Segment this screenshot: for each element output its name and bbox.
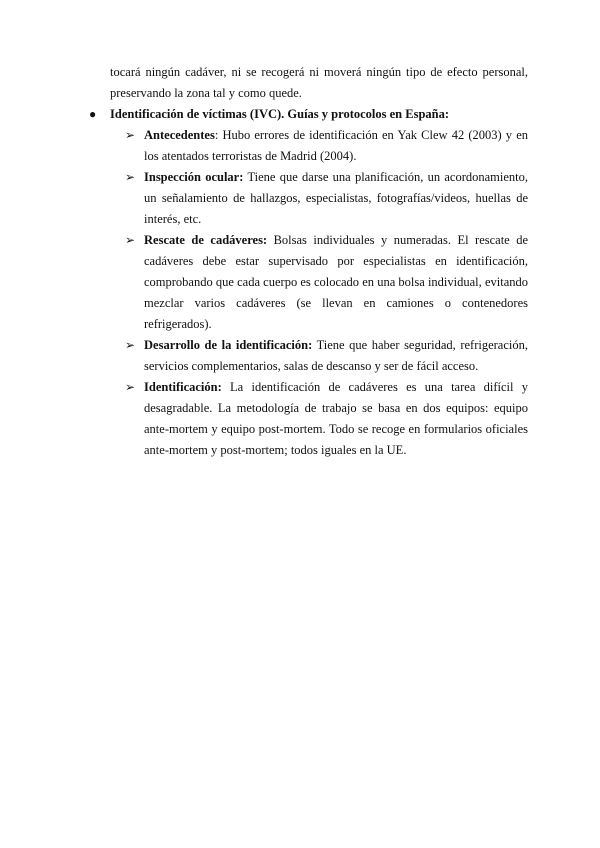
sub-item-text: La identificación de cadáveres es una tarea difícil y desagradable. La metodología de trabajo se basa en dos equipos: equipo ante-mortem y equipo post-mortem. Todo se recoge en formularios oficiales ante-mortem y post-mortem; todos iguales en la UE. — [144, 380, 528, 457]
sub-item-text: Tiene que haber seguridad, refrigeración, servicios complementarios, salas de descanso y ser de fácil acceso. — [144, 338, 529, 373]
sub-item-title: Desarrollo de la identificación: — [144, 338, 313, 352]
sub-list — [110, 125, 528, 461]
sub-item-text: Bolsas individuales y numeradas. El rescate de cadáveres debe estar supervisado por especialistas en identificación, comprobando que cada cuerpo es colocado en una bolsa individual, evitando mezclar varios cadáveres (se llevan en camiones o contenedores refrigerados). — [144, 233, 528, 331]
sub-item-title: Rescate de cadáveres: — [144, 233, 268, 247]
arrow-bullet-icon: ➢ — [125, 380, 136, 394]
sub-item-antecedentes — [125, 125, 528, 167]
sub-item-desarrollo — [125, 335, 529, 377]
sub-item-text: Tiene que darse una planificación, un acordonamiento, un señalamiento de hallazgos, especialistas, fotografías/videos, huellas de interés, etc. — [144, 170, 529, 226]
bullet-heading: Identificación de víctimas (IVC). Guías y protocolos en España: — [110, 107, 450, 121]
page-content — [89, 62, 529, 461]
arrow-bullet-icon: ➢ — [125, 233, 136, 247]
sub-item-inspeccion-ocular — [125, 167, 529, 230]
sub-item-title: Inspección ocular: — [144, 170, 244, 184]
sub-item-rescate — [125, 230, 528, 335]
sub-item-identificacion — [125, 377, 528, 461]
sub-item-title: Antecedentes — [144, 128, 215, 142]
arrow-bullet-icon: ➢ — [125, 338, 136, 352]
bullet-dot-icon: ● — [89, 107, 97, 121]
arrow-bullet-icon: ➢ — [125, 170, 136, 184]
arrow-bullet-icon: ➢ — [125, 128, 136, 142]
paragraph-continuation: tocará ningún cadáver, ni se recogerá ni moverá ningún tipo de efecto personal, preservando la zona tal y como quede. — [110, 65, 528, 100]
bullet-item-ivc — [89, 104, 528, 125]
sub-item-title: Identificación: — [144, 380, 222, 394]
sub-item-text: : Hubo errores de identificación en Yak Clew 42 (2003) y en los atentados terroristas de Madrid (2004). — [144, 128, 528, 163]
